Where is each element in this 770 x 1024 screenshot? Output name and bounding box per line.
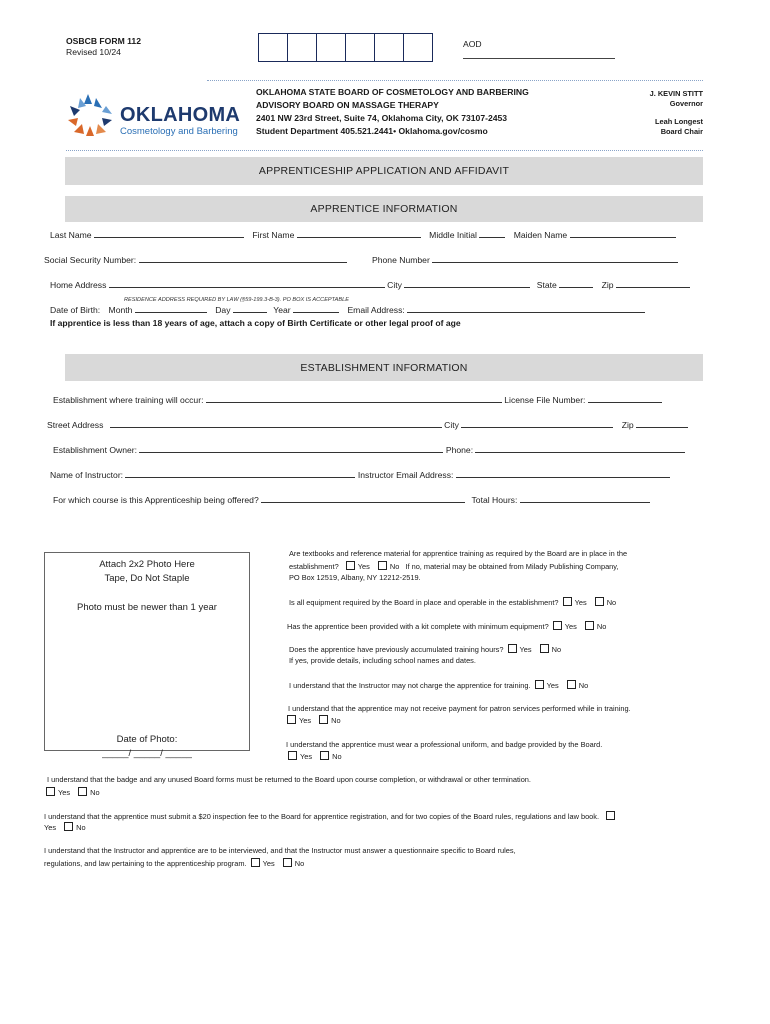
q2-text: Is all equipment required by the Board in place and operable in the establishment? (289, 598, 559, 607)
dob-day-label: Day (215, 305, 231, 315)
email-field[interactable] (407, 304, 645, 313)
zip-field[interactable] (616, 279, 690, 288)
apprentice-info-heading: APPRENTICE INFORMATION (310, 203, 458, 215)
q1-line-2a: establishment? (289, 562, 339, 571)
dob-day-field[interactable] (233, 304, 267, 313)
total-hours-label: Total Hours: (471, 495, 518, 505)
last-name-label: Last Name (50, 230, 92, 240)
oklahoma-star-logo-icon (66, 92, 114, 138)
course-field[interactable] (261, 494, 465, 503)
dob-year-field[interactable] (293, 304, 339, 313)
q9-yes-label: Yes (44, 823, 57, 832)
email-label: Email Address: (347, 305, 405, 315)
establishment-info-band (65, 354, 703, 381)
dob-month-field[interactable] (135, 304, 207, 313)
first-name-field[interactable] (297, 229, 421, 238)
first-name-label: First Name (252, 230, 295, 240)
city-label: City (387, 280, 402, 290)
office-box[interactable] (345, 33, 376, 62)
instructor-row (50, 469, 670, 480)
course-label: For which course is this Apprenticeship being offered? (53, 495, 259, 505)
street-address-label: Street Address (47, 420, 104, 430)
office-use-boxes (259, 33, 433, 62)
photo-box[interactable] (44, 552, 250, 751)
q8-yes-checkbox[interactable] (46, 787, 55, 796)
office-box[interactable] (316, 33, 347, 62)
phone-label: Phone Number (372, 255, 430, 265)
q5-no-label: No (578, 681, 589, 690)
q4-yes-label: Yes (519, 645, 532, 654)
establishment-info-heading: ESTABLISHMENT INFORMATION (300, 361, 468, 374)
q7-no-label: No (332, 752, 342, 761)
photo-date-label: Date of Photo: (116, 734, 178, 745)
owner-field[interactable] (139, 444, 443, 453)
establishment-where-field[interactable] (206, 394, 502, 403)
q7-no-checkbox[interactable] (320, 751, 329, 760)
q6-yes-label: Yes (299, 716, 312, 725)
q1-line-2 (289, 561, 618, 571)
home-address-field[interactable] (109, 279, 385, 288)
instructor-label: Name of Instructor: (50, 470, 124, 480)
board-line-3: 2401 NW 23rd Street, Suite 74, Oklahoma City, OK 73107-2453 (256, 113, 508, 123)
q9-options (44, 822, 86, 832)
q9-no-label: No (76, 823, 86, 832)
q10-no-label: No (294, 859, 305, 868)
q6-no-label: No (331, 716, 341, 725)
q5-yes-checkbox[interactable] (535, 680, 544, 689)
q10-line-1: I understand that the Instructor and apprentice are to be interviewed, and that the Instructor must answer a questionnaire specific to Board rules, (44, 846, 516, 855)
q9-no-checkbox[interactable] (64, 822, 73, 831)
q3-yes-checkbox[interactable] (553, 621, 562, 630)
home-address-row (50, 279, 690, 290)
office-box[interactable] (403, 33, 434, 62)
form-title-band (65, 157, 703, 185)
q7-text: I understand the apprentice must wear a professional uniform, and badge provided by the Board. (286, 740, 603, 749)
logo-wordmark: OKLAHOMA (120, 104, 241, 126)
photo-instruction-2: Tape, Do Not Staple (104, 573, 190, 584)
q4-yes-checkbox[interactable] (508, 644, 517, 653)
photo-instruction-3: Photo must be newer than 1 year (77, 602, 217, 613)
q1-yes-checkbox[interactable] (346, 561, 355, 570)
office-box[interactable] (374, 33, 405, 62)
ssn-row (44, 254, 347, 265)
apprentice-info-band (65, 196, 703, 222)
q10-yes-label: Yes (262, 859, 275, 868)
q7-options (286, 751, 342, 761)
q8-yes-label: Yes (58, 788, 71, 797)
governor-title: Governor (669, 99, 703, 108)
office-box[interactable] (258, 33, 289, 62)
instructor-email-label: Instructor Email Address: (357, 470, 454, 480)
q8-no-checkbox[interactable] (78, 787, 87, 796)
q8-options (44, 787, 100, 797)
q2-row (289, 597, 616, 607)
residence-note: RESIDENCE ADDRESS REQUIRED BY LAW (§59-199.3-B-3). PO BOX IS ACCEPTABLE (124, 297, 349, 303)
q3-yes-label: Yes (564, 622, 577, 631)
q4-row (289, 644, 561, 654)
owner-phone-label: Phone: (445, 445, 474, 455)
chair-title: Board Chair (660, 127, 703, 136)
q10-row (44, 858, 304, 868)
q1-line-2b: If no, material may be obtained from Milady Publishing Company, (405, 562, 619, 571)
ssn-field[interactable] (139, 254, 347, 263)
establishment-where-label: Establishment where training will occur: (53, 395, 204, 405)
q8-text: I understand that the badge and any unused Board forms must be returned to the Board upon course completion, or withdrawal or other termination. (47, 775, 531, 784)
q8-no-label: No (90, 788, 100, 797)
owner-label: Establishment Owner: (53, 445, 138, 455)
q6-text: I understand that the apprentice may not receive payment for patron services performed while in training. (288, 704, 631, 713)
q10-yes-checkbox[interactable] (251, 858, 260, 867)
dob-year-label: Year (273, 305, 291, 315)
form-number: OSBCB FORM 112 (66, 36, 141, 46)
zip-label: Zip (601, 280, 614, 290)
q9-text: I understand that the apprentice must submit a $20 inspection fee to the Board for apprentice registration, and for two copies of the Board rules, regulations and law book. (44, 812, 600, 821)
logo-subtitle: Cosmetology and Barbering (120, 126, 238, 137)
state-field[interactable] (559, 279, 593, 288)
q2-yes-label: Yes (574, 598, 587, 607)
street-address-field[interactable] (110, 419, 442, 428)
last-name-field[interactable] (94, 229, 244, 238)
course-row (53, 494, 650, 505)
board-line-4: Student Department 405.521.2441• Oklahoma.gov/cosmo (256, 126, 488, 136)
maiden-name-field[interactable] (570, 229, 676, 238)
phone-row (372, 254, 678, 265)
owner-row (53, 444, 685, 455)
q4-line-2: If yes, provide details, including school names and dates. (289, 656, 476, 665)
q1-no-checkbox[interactable] (378, 561, 387, 570)
home-address-label: Home Address (50, 280, 107, 290)
photo-date-field[interactable]: _____/ _____/ _____ (102, 748, 192, 759)
ssn-label: Social Security Number: (44, 255, 137, 265)
q2-yes-checkbox[interactable] (563, 597, 572, 606)
establishment-where-row (53, 394, 662, 405)
establishment-street-row (47, 419, 688, 430)
phone-field[interactable] (432, 254, 678, 263)
q9-yes-checkbox[interactable] (606, 811, 615, 820)
license-label: License File Number: (504, 395, 586, 405)
q6-no-checkbox[interactable] (319, 715, 328, 724)
q9-row (44, 811, 618, 821)
q5-yes-label: Yes (546, 681, 559, 690)
q1-line-1: Are textbooks and reference material for apprentice training as required by the Board are in place in the (289, 549, 628, 558)
revised-date: Revised 10/24 (66, 47, 121, 57)
header-divider-top (207, 80, 703, 81)
chair-name: Leah Longest (654, 117, 703, 126)
q7-yes-label: Yes (300, 752, 313, 761)
q10-line-2: regulations, and law pertaining to the apprenticeship program. (44, 859, 247, 868)
dob-label: Date of Birth: (50, 305, 101, 315)
board-line-1: OKLAHOMA STATE BOARD OF COSMETOLOGY AND BARBERING (256, 87, 529, 97)
maiden-name-label: Maiden Name (513, 230, 568, 240)
q2-no-checkbox[interactable] (595, 597, 604, 606)
q1-no-label: No (389, 562, 400, 571)
last-name-row (50, 229, 676, 240)
dob-row (50, 304, 645, 315)
q10-no-checkbox[interactable] (283, 858, 292, 867)
board-line-2: ADVISORY BOARD ON MASSAGE THERAPY (256, 100, 439, 110)
q1-line-3: PO Box 12519, Albany, NY 12212-2519. (289, 573, 421, 582)
establishment-zip-field[interactable] (636, 419, 688, 428)
office-box[interactable] (287, 33, 318, 62)
establishment-city-field[interactable] (461, 419, 613, 428)
q1-yes-label: Yes (357, 562, 370, 571)
q5-text: I understand that the Instructor may not charge the apprentice for training. (289, 681, 531, 690)
q3-no-checkbox[interactable] (585, 621, 594, 630)
q3-no-label: No (596, 622, 607, 631)
aod-label: AOD (463, 39, 482, 49)
governor-name: J. KEVIN STITT (649, 89, 703, 98)
aod-field[interactable] (463, 58, 615, 59)
middle-initial-field[interactable] (479, 229, 505, 238)
q2-no-label: No (606, 598, 617, 607)
q4-no-checkbox[interactable] (540, 644, 549, 653)
instructor-field[interactable] (125, 469, 355, 478)
q3-text: Has the apprentice been provided with a kit complete with minimum equipment? (287, 622, 549, 631)
q6-yes-checkbox[interactable] (287, 715, 296, 724)
total-hours-field[interactable] (520, 494, 650, 503)
q4-text: Does the apprentice have previously accumulated training hours? (289, 645, 504, 654)
establishment-city-label: City (444, 420, 459, 430)
photo-instruction-1: Attach 2x2 Photo Here (99, 559, 195, 570)
establishment-zip-label: Zip (621, 420, 634, 430)
q6-options (285, 715, 341, 725)
form-title: APPRENTICESHIP APPLICATION AND AFFIDAVIT (258, 165, 510, 177)
q4-no-label: No (551, 645, 562, 654)
city-field[interactable] (404, 279, 530, 288)
instructor-email-field[interactable] (456, 469, 670, 478)
age-note: If apprentice is less than 18 years of age, attach a copy of Birth Certificate or other legal proof of age (50, 318, 461, 328)
license-field[interactable] (588, 394, 662, 403)
q7-yes-checkbox[interactable] (288, 751, 297, 760)
q5-no-checkbox[interactable] (567, 680, 576, 689)
state-label: State (536, 280, 557, 290)
middle-initial-label: Middle Initial (429, 230, 477, 240)
q5-row (289, 680, 588, 690)
owner-phone-field[interactable] (475, 444, 685, 453)
header-divider-bottom (66, 150, 703, 151)
dob-month-label: Month (108, 305, 133, 315)
q3-row (287, 621, 606, 631)
